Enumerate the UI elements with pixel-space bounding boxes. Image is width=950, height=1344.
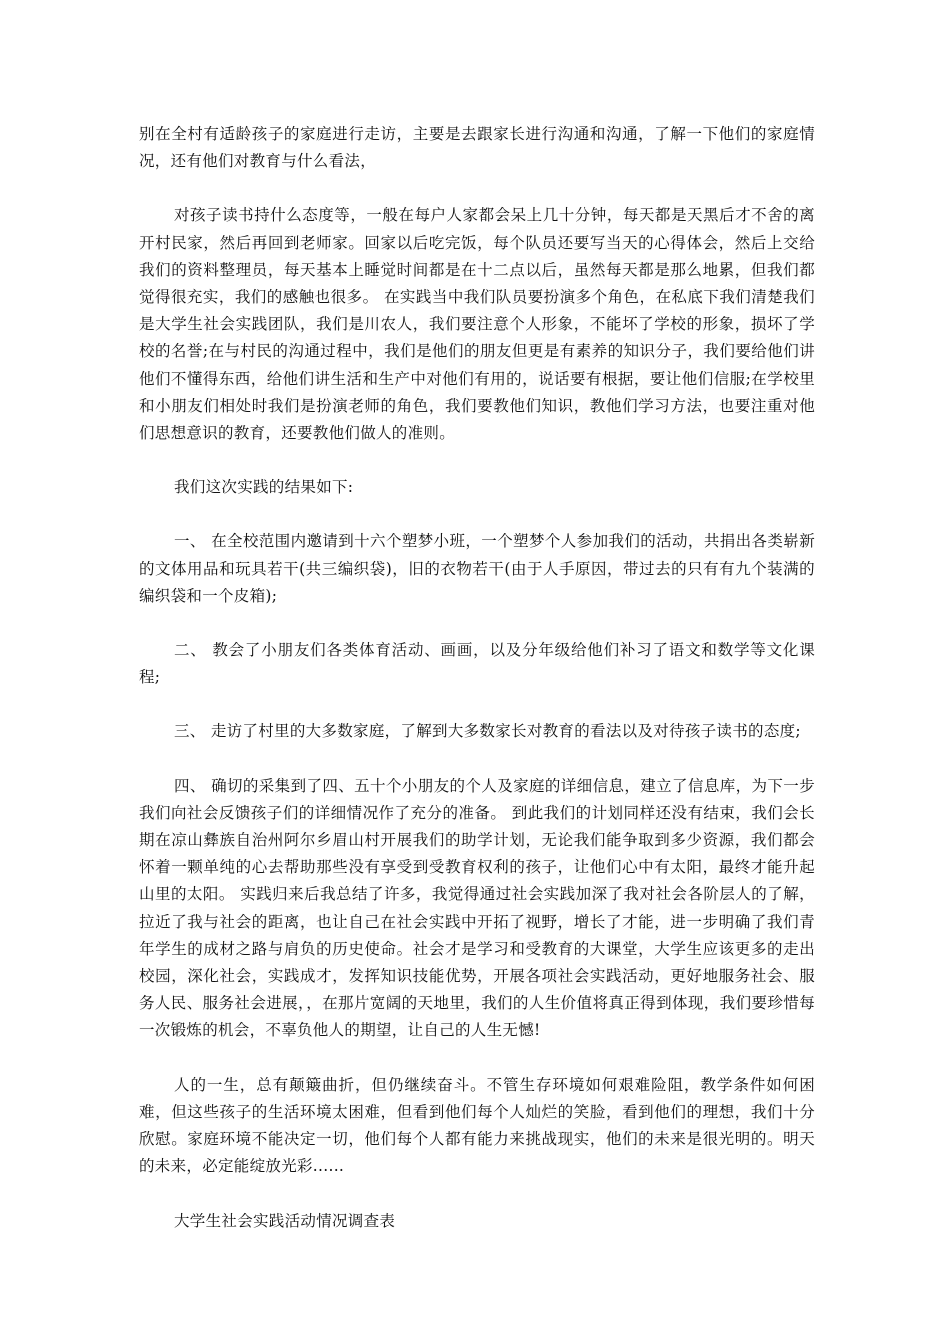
paragraph-result-three: 三、 走访了村里的大多数家庭，了解到大多数家长对教育的看法以及对待孩子读书的态度; [174, 722, 801, 741]
document-page [139, 121, 815, 1235]
paragraph-home-visits-continued: 别在全村有适龄孩子的家庭进行走访，主要是去跟家长进行沟通和沟通，了解一下他们的家庭情况，还有他们对教育与什么看法， [139, 125, 815, 171]
paragraph-results-intro: 我们这次实践的结果如下: [174, 478, 354, 497]
paragraph-result-one: 一、 在全校范围内邀请到十六个塑梦小班，一个塑梦个人参加我们的活动，共捐出各类崭新的文体用品和玩具若干(共三编织袋)，旧的衣物若干(由于人手原因，带过去的只有有九个装满的编织袋和一个皮箱); [139, 532, 815, 605]
paragraph-conclusion: 人的一生，总有颠簸曲折，但仍继续奋斗。不管生存环境如何艰难险阻，教学条件如何困难，但这些孩子的生活环境太困难，但看到他们每个人灿烂的笑脸，看到他们的理想，我们十分欣慰。家庭环境不能决定一切，他们每个人都有能力来挑战现实，他们的未来是很光明的。明天的未来，必定能绽放光彩...... [139, 1075, 815, 1176]
paragraph-result-four: 四、 确切的采集到了四、五十个小朋友的个人及家庭的详细信息，建立了信息库，为下一步我们向社会反馈孩子们的详细情况作了充分的准备。 到此我们的计划同样还没有结束，我们会长期在凉山彝族自治州阿尔乡眉山村开展我们的助学计划，无论我们能争取到多少资源，我们都会怀着一颗单纯的心去帮助那些没有享受到受教育权利的孩子，让他们心中有太阳，最终才能升起山里的太阳。 实践归来后我总结了许多，我觉得通过社会实践加深了我对社会各阶层人的了解，拉近了我与社会的距离，也让自己在社会实践中开拓了视野，增长了才能，进一步明确了我们青年学生的成材之路与肩负的历史使命。社会才是学习和受教育的大课堂，大学生应该更多的走出校园，深化社会，实践成才，发挥知识技能优势，开展各项社会实践活动，更好地服务社会、服务人民、服务社会进展，，在那片宽阔的天地里，我们的人生价值将真正得到体现，我们要珍惜每一次锻炼的机会，不辜负他人的期望，让自己的人生无憾! [139, 776, 815, 1040]
paragraph-daily-routine: 对孩子读书持什么态度等，一般在每户人家都会呆上几十分钟，每天都是天黑后才不舍的离开村民家，然后再回到老师家。回家以后吃完饭，每个队员还要写当天的心得体会，然后上交给我们的资料整理员，每天基本上睡觉时间都是在十二点以后，虽然每天都是那么地累，但我们都觉得很充实，我们的感触也很多。 在实践当中我们队员要扮演多个角色，在私底下我们清楚我们是大学生社会实践团队，我们是川农人，我们要注意个人形象，不能坏了学校的形象，损坏了学校的名誉;在与村民的沟通过程中，我们是他们的朋友但更是有素养的知识分子，我们要给他们讲他们不懂得东西，给他们讲生活和生产中对他们有用的，说话要有根据，要让他们信服;在学校里和小朋友们相处时我们是扮演老师的角色，我们要教他们知识，教他们学习方法，也要注重对他们思想意识的教育，还要教他们做人的准则。 [139, 206, 815, 443]
paragraph-result-two: 二、 教会了小朋友们各类体育活动、画画，以及分年级给他们补习了语文和数学等文化课程; [139, 641, 815, 687]
section-heading-survey-table: 大学生社会实践活动情况调查表 [174, 1211, 396, 1230]
